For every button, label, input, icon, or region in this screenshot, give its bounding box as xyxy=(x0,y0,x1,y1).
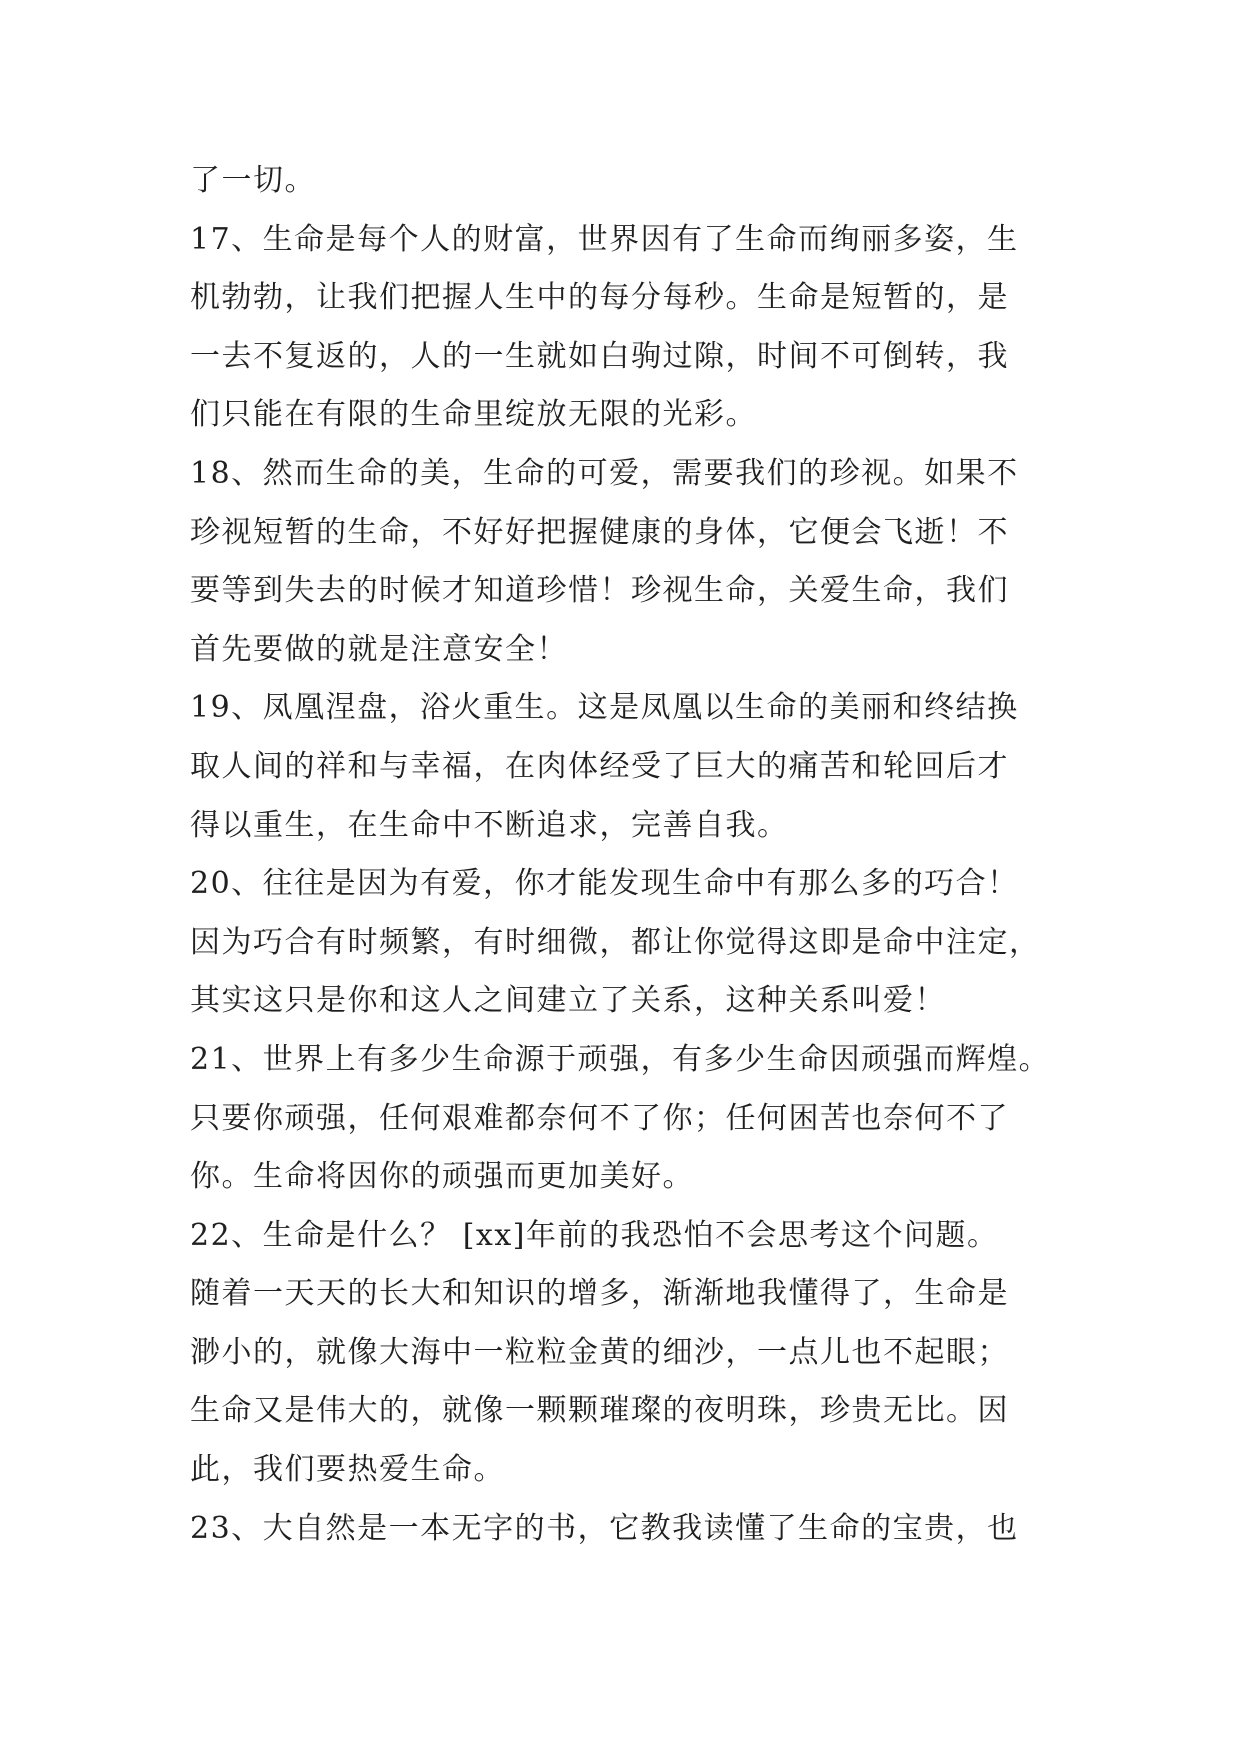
text-line: 要等到失去的时候才知道珍惜！珍视生命，关爱生命，我们 xyxy=(190,573,1009,609)
text-line: 渺小的，就像大海中一粒粒金黄的细沙，一点儿也不起眼； xyxy=(190,1334,1009,1370)
text-line: 19、凤凰涅盘，浴火重生。这是凤凰以生命的美丽和终结换 xyxy=(190,690,1019,726)
text-line: 20、往往是因为有爱，你才能发现生命中有那么多的巧合！ xyxy=(190,866,1019,902)
text-line: 珍视短暂的生命，不好好把握健康的身体，它便会飞逝！不 xyxy=(190,514,1009,550)
text-line: 21、世界上有多少生命源于顽强，有多少生命因顽强而辉煌。 xyxy=(190,1041,1051,1077)
document-body xyxy=(190,152,1060,1558)
text-line: 因为巧合有时频繁，有时细微，都让你觉得这即是命中注定， xyxy=(190,924,1041,960)
text-line: 22、生命是什么？ [xx]年前的我恐怕不会思考这个问题。 xyxy=(190,1217,999,1253)
text-line: 机勃勃，让我们把握人生中的每分每秒。生命是短暂的，是 xyxy=(190,280,1009,316)
text-line: 一去不复返的，人的一生就如白驹过隙，时间不可倒转，我 xyxy=(190,338,1009,374)
text-line: 23、大自然是一本无字的书，它教我读懂了生命的宝贵，也 xyxy=(190,1510,1019,1546)
text-line: 取人间的祥和与幸福，在肉体经受了巨大的痛苦和轮回后才 xyxy=(190,748,1009,784)
text-line: 生命又是伟大的，就像一颗颗璀璨的夜明珠，珍贵无比。因 xyxy=(190,1393,1009,1429)
text-line: 其实这只是你和这人之间建立了关系，这种关系叫爱！ xyxy=(190,983,946,1019)
text-line: 了一切。 xyxy=(190,163,316,198)
text-line: 你。生命将因你的顽强而更加美好。 xyxy=(190,1159,694,1195)
text-line: 得以重生，在生命中不断追求，完善自我。 xyxy=(190,807,789,843)
text-line: 此，我们要热爱生命。 xyxy=(190,1452,505,1488)
text-line: 18、然而生命的美，生命的可爱，需要我们的珍视。如果不 xyxy=(190,455,1019,491)
text-line: 只要你顽强，任何艰难都奈何不了你；任何困苦也奈何不了 xyxy=(190,1100,1009,1136)
text-line: 们只能在有限的生命里绽放无限的光彩。 xyxy=(190,397,757,433)
text-line: 随着一天天的长大和知识的增多，渐渐地我懂得了，生命是 xyxy=(190,1276,1009,1312)
text-line: 17、生命是每个人的财富，世界因有了生命而绚丽多姿，生 xyxy=(190,221,1019,257)
text-line: 首先要做的就是注意安全！ xyxy=(190,631,568,667)
